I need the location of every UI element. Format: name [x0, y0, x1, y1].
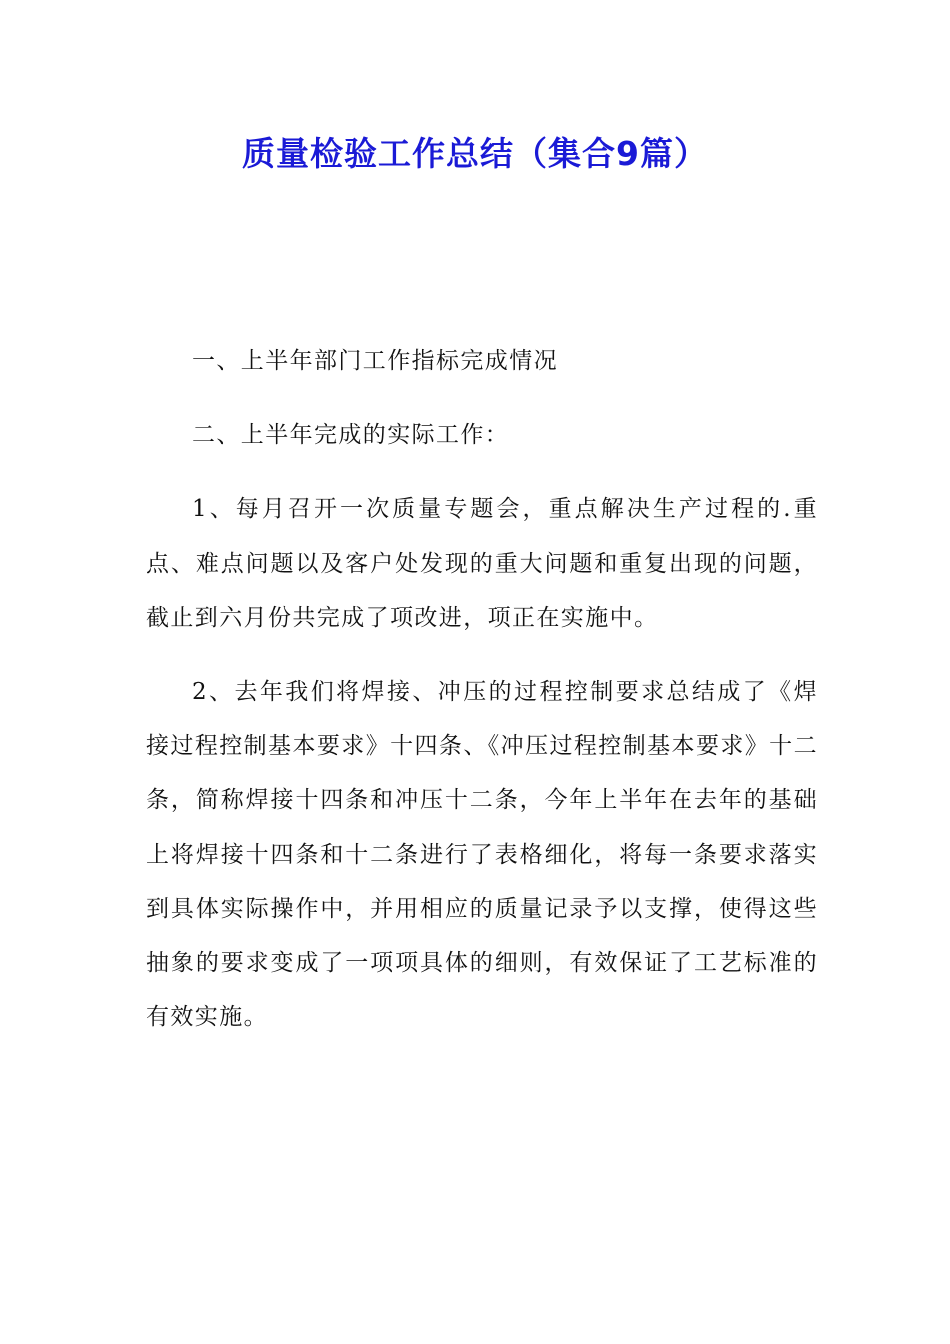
paragraph-3: 1、每月召开一次质量专题会，重点解决生产过程的.重点、难点问题以及客户处发现的重大问题和重复出现的问题，截止到六月份共完成了项改进，项正在实施中。	[146, 496, 818, 631]
document-title: 质量检验工作总结（集合9篇）	[242, 134, 708, 173]
document-body	[146, 334, 818, 1044]
paragraph-4: 2、去年我们将焊接、冲压的过程控制要求总结成了《焊接过程控制基本要求》十四条、《冲压过程控制基本要求》十二条，简称焊接十四条和冲压十二条，今年上半年在去年的基础上将焊接十四条和十二条进行了表格细化，将每一条要求落实到具体实际操作中，并用相应的质量记录予以支撑，使得这些抽象的要求变成了一项项具体的细则，有效保证了工艺标准的有效实施。	[146, 679, 818, 1031]
paragraph-1: 一、上半年部门工作指标完成情况	[192, 348, 558, 374]
paragraph-2: 二、上半年完成的实际工作：	[192, 422, 510, 449]
